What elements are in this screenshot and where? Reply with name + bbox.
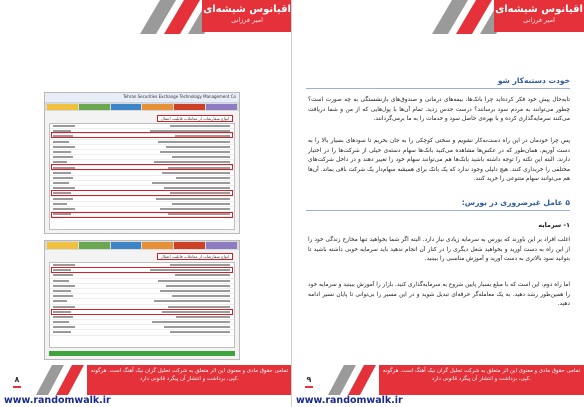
page-number: ۹ (296, 365, 322, 395)
highlight-row (51, 267, 233, 273)
screenshot-filter-label: انواع سفارشات از معاملات قابلیت اعمال (157, 253, 233, 260)
copyright-notice: تمامی حقوق مادی و معنوی این اثر متعلق به شرکت تحلیل گران نیک آهنگ است. هرگونه کپی، برداشت و انتشار آن پیگرد قانونی دارد. (379, 365, 584, 395)
subsection-divider (306, 210, 570, 211)
screenshot-filter-label: انواع سفارشات از معاملات قابلیت اعمال (157, 115, 233, 122)
section-title: خودت دستبه‌کار شو (497, 76, 570, 85)
screenshot-titlebar: Tehran Securities Exchange Technology Management Co (45, 93, 239, 103)
screenshot-grid (49, 123, 235, 230)
exchange-screenshot-2 (44, 240, 240, 360)
highlight-row (51, 164, 233, 170)
brand-title: اقیانوس شیشه‌ای (495, 4, 583, 15)
screenshot-status-bar (49, 351, 235, 356)
screenshot-tabs (45, 103, 239, 111)
right-page (292, 0, 584, 407)
footer-stripes (324, 365, 384, 395)
paragraph-1: تابه‌حال پیش خود فکر کرده‌اید چرا بانک‌ها، بیمه‌های درمانی و صندوق‌های بازنشستگی به چه صورت است؟ چطور می‌توانند به مردم سود برسانند؟ درست حدس زدید. تمام آن‌ها با پول‌هایی که از من و شما دریافت می‌کنند سرمایه‌گذاری کرده و با بهره‌ی حاصل سود و خدمات را به ما برمی‌گردانند. (308, 97, 570, 122)
highlight-row (51, 309, 233, 315)
item-paragraph-1: اغلب افراد بر این باورند که بورس به سرمایه زیادی نیاز دارد. البته اگر شما بخواهید تنها مخارج زندگی خود را از این راه به دست آورید و بخواهید شغل دیگری را در کنار آن انجام ندهید باید سرمایه خوبی داشته باشید تا بتوانید سود بالاتری به دست آورید و آموزش مناسبی را ببینید. (308, 237, 570, 262)
brand-subtitle: امیر فرزانی (523, 16, 555, 24)
website-link[interactable]: www.randomwalk.ir (4, 395, 111, 406)
highlight-row (51, 212, 233, 218)
section-divider (306, 88, 570, 89)
brand-subtitle: امیر فرزانی (231, 16, 263, 24)
website-link[interactable]: www.randomwalk.ir (296, 395, 403, 406)
brand-banner (494, 0, 584, 32)
exchange-screenshot-1 (44, 92, 240, 234)
page-footer (0, 365, 292, 395)
paragraph-2: پس چرا خودمان در این راه دست‌به‌کار نشویم و سختی کوچکی را به جان بخریم تا سودهای بسیار بالا را به دست آوریم. همان‌طور که در عکس‌ها مشاهده می‌کنید بانک‌ها سهام دسته‌ی خیلی از شرکت‌ها را در اختیار دارند. البته این نکته را توجه داشته باشید بانک‌ها هم می‌توانند سهام خود را تغییر دهند و در داخل شرکت‌های مختلفی را خریداری کنند. هیچ دلیلی وجود ندارد که یک بانک برای همیشه سهام‌دار یک شرکت باقی بماند. آن‌ها هم می‌توانند سهام متنوعی را خرید کنند. (308, 138, 570, 182)
page-number: ۸ (4, 365, 30, 395)
footer-stripes (32, 365, 92, 395)
item-paragraph-2: اما راه دوم، این است که با مبلغ بسیار پایین شروع به سرمایه‌گذاری کنید. بازار را آموزش ببینید و سرمایه خود را همین‌طور رشد دهید. به یک معامله‌گر حرفه‌ای تبدیل شوید و در این مسیر را بی‌توانی تا پایان نسیر ادامه دهید. (308, 282, 570, 307)
highlight-row (51, 132, 233, 138)
brand-title: اقیانوس شیشه‌ای (203, 4, 291, 15)
brand-banner (202, 0, 292, 32)
page-footer (292, 365, 584, 395)
highlight-row (51, 190, 233, 196)
copyright-notice: تمامی حقوق مادی و معنوی این اثر متعلق به شرکت تحلیل گران نیک آهنگ است. هرگونه کپی، برداشت و انتشار آن پیگرد قانونی دارد. (87, 365, 292, 395)
screenshot-grid (49, 262, 235, 348)
screenshot-tabs (45, 241, 239, 250)
item-title: ۱- سرمایه (538, 221, 570, 229)
subsection-title: ۵ عامل غیرضروری در بورس: (461, 198, 570, 207)
